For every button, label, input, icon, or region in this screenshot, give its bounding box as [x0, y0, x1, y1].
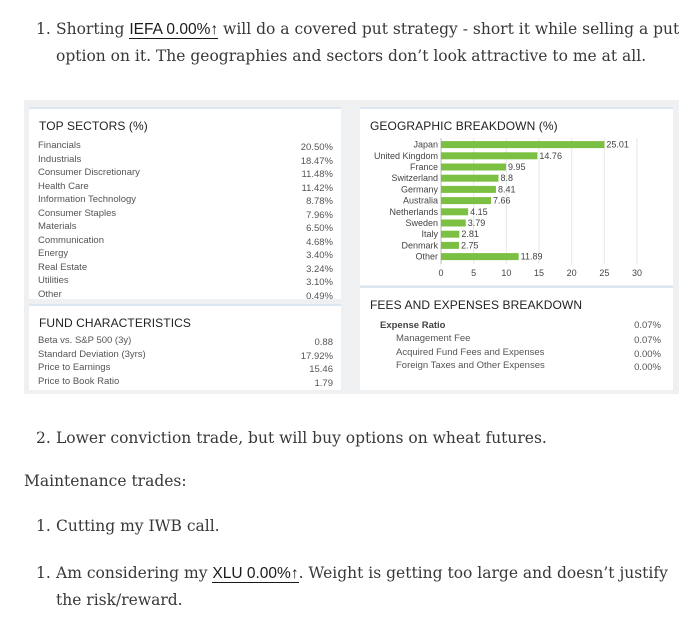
value-label: 8.8 [500, 173, 514, 184]
item-4-text: Am considering my [56, 564, 213, 582]
fees-title: FEES AND EXPENSES BREAKDOWN [370, 298, 583, 312]
sector-row-label: Communication [38, 234, 104, 246]
value-label: 3.79 [467, 218, 486, 228]
fund-characteristics-title: FUND CHARACTERISTICS [39, 316, 192, 330]
category-label: Sweden [405, 218, 438, 228]
item-4-text-after: . Weight is getting too large and doesn’t justify [298, 564, 668, 582]
value-label: 11.89 [520, 251, 543, 262]
fund-data-image [24, 100, 679, 394]
category-label: Switzerland [391, 173, 438, 184]
bar [441, 208, 468, 215]
x-tick-label: 20 [566, 268, 577, 279]
item-1-line-1 [56, 16, 686, 43]
bar [441, 253, 519, 260]
sector-row-label: Industrials [38, 153, 82, 165]
bar [441, 164, 506, 171]
sector-row-value: 18.47% [300, 155, 333, 167]
sector-row-label: Energy [38, 248, 69, 259]
fund-row-label: Beta vs. S&P 500 (3y) [38, 335, 132, 346]
bar [441, 152, 537, 159]
top-sectors-title: TOP SECTORS (%) [39, 119, 148, 133]
value-label: 2.81 [461, 229, 479, 240]
bar [441, 141, 604, 148]
sector-row-label: Health Care [38, 180, 89, 192]
list-number: 1. [36, 564, 51, 582]
item-3-text: Cutting my IWB call. [56, 517, 220, 535]
fund-row-value: 15.46 [309, 364, 333, 376]
value-label: 25.01 [606, 139, 629, 150]
category-label: France [409, 162, 438, 172]
sector-row-value: 20.50% [300, 142, 333, 153]
sector-row-label: Other [38, 288, 62, 300]
sector-row-value: 8.78% [306, 196, 333, 207]
bar [441, 242, 459, 249]
list-number: 2. [36, 429, 51, 447]
item-1-line-2: option on it. The geographies and sectors don’t look attractive to me at all. [56, 47, 647, 65]
sector-row-value: 4.68% [306, 236, 333, 248]
sector-row-label: Financials [38, 140, 81, 151]
ticker-link-xlu[interactable]: XLU 0.00%↑ [212, 565, 299, 582]
sector-row-value: 11.42% [301, 182, 333, 194]
fee-row-value: 0.00% [634, 362, 661, 373]
fee-row-value: 0.00% [634, 348, 661, 360]
x-tick-label: 5 [471, 268, 477, 279]
x-tick-label: 15 [533, 268, 545, 279]
item-4-line-2: the risk/reward. [56, 591, 183, 609]
value-label: 8.41 [497, 184, 516, 195]
fee-row-label: Acquired Fund Fees and Expenses [396, 346, 545, 358]
category-label: Australia [402, 195, 438, 206]
value-label: 2.75 [460, 240, 479, 251]
value-label: 7.66 [493, 195, 511, 206]
sector-row-label: Materials [38, 221, 77, 232]
fund-row-label: Price to Book Ratio [38, 375, 120, 387]
category-label: Netherlands [389, 206, 438, 217]
sector-row-label: Consumer Staples [38, 207, 117, 219]
geographic-breakdown-title: GEOGRAPHIC BREAKDOWN (%) [370, 119, 558, 133]
bar [441, 231, 459, 238]
fund-row-value: 17.92% [300, 350, 333, 362]
value-label: 14.76 [539, 150, 562, 161]
category-label: Japan [413, 139, 438, 150]
x-tick-label: 0 [438, 268, 444, 279]
sector-row-label: Consumer Discretionary [38, 167, 140, 178]
fund-row-label: Price to Earnings [38, 362, 111, 374]
sector-row-value: 6.50% [306, 223, 333, 234]
sector-row-value: 7.96% [306, 209, 333, 221]
fund-row-value: 1.79 [314, 377, 333, 389]
category-label: Italy [421, 229, 438, 240]
fee-row-label: Foreign Taxes and Other Expenses [396, 360, 545, 371]
item-4-line-1 [56, 560, 686, 587]
value-label: 9.95 [508, 162, 526, 172]
bar [441, 186, 496, 193]
sector-row-label: Information Technology [38, 194, 137, 205]
maintenance-heading: Maintenance trades: [24, 472, 187, 490]
list-number: 1. [36, 20, 51, 38]
geographic-breakdown-card [360, 107, 673, 285]
fee-row-label: Management Fee [396, 333, 471, 344]
sector-row-value: 3.10% [306, 277, 333, 288]
x-tick-label: 10 [501, 268, 512, 279]
item-2-text: Lower conviction trade, but will buy options on wheat futures. [56, 429, 547, 447]
bar [441, 197, 491, 204]
geographic-bar-chart [360, 135, 673, 285]
sector-row-value: 11.48% [301, 169, 333, 180]
sector-row-value: 3.24% [306, 263, 333, 275]
sector-row-label: Real Estate [38, 261, 88, 273]
sector-row-value: 0.49% [306, 290, 333, 302]
x-tick-label: 25 [599, 268, 610, 279]
top-sectors-card [29, 107, 341, 302]
bar [441, 175, 498, 182]
value-label: 4.15 [470, 206, 488, 217]
category-label: United Kingdom [373, 150, 438, 161]
fund-row-label: Standard Deviation (3yrs) [38, 348, 146, 360]
expense-ratio-value: 0.07% [634, 320, 661, 331]
sector-row-value: 3.40% [306, 250, 333, 261]
list-number: 1. [36, 517, 51, 535]
bar [441, 220, 466, 227]
fees-card [360, 286, 673, 390]
fund-row-value: 0.88 [314, 337, 333, 348]
category-label: Germany [400, 184, 438, 195]
item-1-text: Shorting [56, 20, 130, 38]
expense-ratio-label: Expense Ratio [380, 320, 446, 331]
item-1-text-after: will do a covered put strategy - short it while selling a put [218, 20, 680, 38]
category-label: Denmark [401, 240, 438, 251]
fee-row-value: 0.07% [634, 335, 661, 346]
category-label: Other [415, 251, 438, 262]
sector-row-label: Utilities [38, 275, 69, 286]
x-tick-label: 30 [631, 268, 643, 279]
ticker-link-iefa[interactable]: IEFA 0.00%↑ [129, 21, 219, 38]
fund-characteristics-card [29, 304, 341, 390]
